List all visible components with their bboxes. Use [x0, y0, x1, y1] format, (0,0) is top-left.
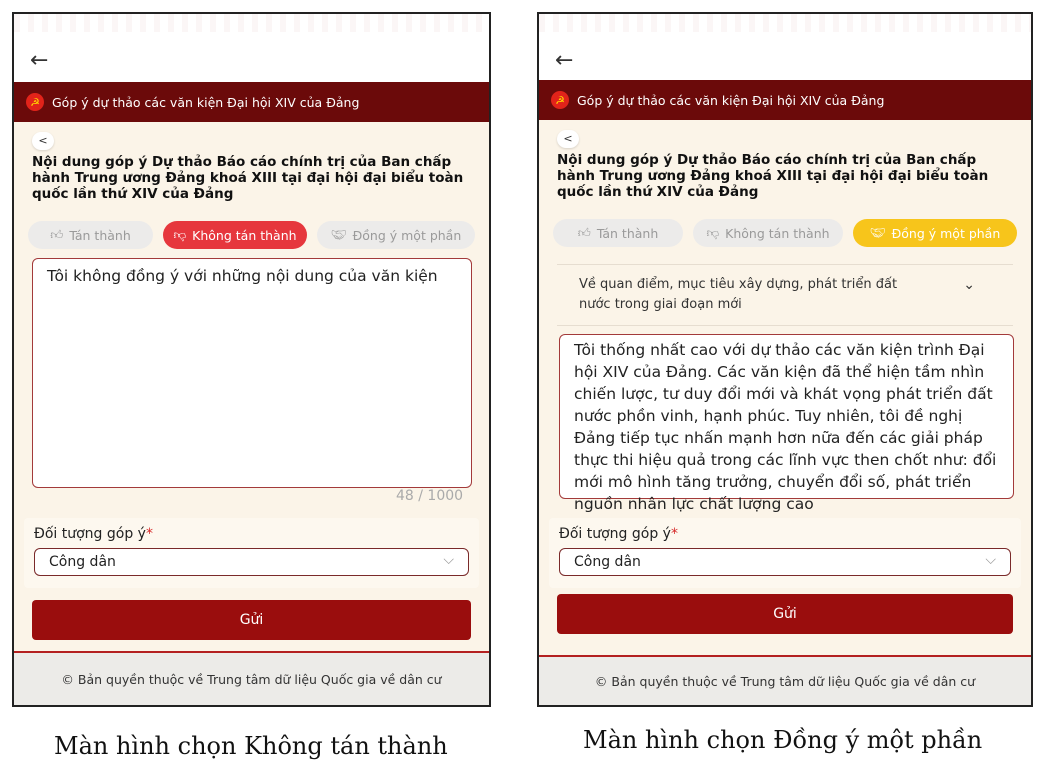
footer — [539, 655, 1031, 705]
chevron-down-icon: ⌵ — [985, 552, 996, 568]
send-button[interactable] — [32, 600, 471, 640]
footer-text: © Bản quyền thuộc về Trung tâm dữ liệu Quốc gia về dân cư — [61, 671, 442, 687]
chevron-down-icon: ⌵ — [443, 552, 454, 568]
header-title: Góp ý dự thảo các văn kiện Đại hội XIV của Đảng — [52, 94, 360, 110]
party-flag-icon: ☭ — [26, 93, 44, 111]
field-label — [559, 526, 678, 542]
section-dropdown[interactable] — [557, 264, 1013, 326]
send-label: Gửi — [239, 612, 264, 628]
required-mark: * — [670, 526, 678, 542]
section-dropdown-text: Về quan điểm, mục tiêu xây dựng, phát triển đất nước trong giai đoạn mới — [579, 277, 898, 312]
status-area — [14, 14, 489, 82]
target-select[interactable] — [34, 548, 469, 576]
target-select-value: Công dân — [574, 554, 641, 570]
partial-option[interactable] — [317, 221, 475, 249]
comment-textarea[interactable] — [32, 258, 472, 488]
status-area — [539, 14, 1031, 82]
send-label: Gửi — [773, 606, 797, 622]
small-back-button[interactable]: < — [32, 132, 54, 150]
thumbs-up-icon: 👍︎ — [50, 227, 64, 242]
comment-textarea[interactable] — [559, 334, 1014, 513]
disagree-label: Không tán thành — [725, 225, 830, 241]
disagree-option[interactable] — [163, 221, 307, 249]
document-title: Nội dung góp ý Dự thảo Báo cáo chính trị của Ban chấp hành Trung ương Đảng khoá XIII tại đại hội đại biểu toàn quốc lần thứ XIV của Đảng — [557, 152, 989, 200]
back-arrow-icon[interactable]: ← — [555, 48, 574, 73]
target-select[interactable] — [559, 548, 1011, 576]
handshake-icon: 🤝︎ — [330, 227, 347, 242]
comment-text: Tôi thống nhất cao với dự thảo các văn kiện trình Đại hội XIV của Đảng. Các văn kiện đã thể hiện tầm nhìn chiến lược, tư duy đổi mới và khát vọng phát triển đất nước phồn vinh, hạnh phúc. Tuy nhiên, tôi đề nghị Đảng tiếp tục nhấn mạnh hơn nữa đến các giải pháp thực thi hiệu quả trong các lĩnh vực then chốt như: đổi mới mô hình tăng trưởng, chuyển đổi số, phát triển nguồn nhân lực chất lượng cao — [574, 341, 997, 513]
small-back-button[interactable]: < — [557, 130, 579, 148]
chevron-down-icon: ⌄ — [963, 277, 975, 293]
partial-label: Đồng ý một phần — [891, 225, 1001, 241]
disagree-option[interactable] — [693, 219, 843, 247]
app-header — [539, 80, 1031, 120]
required-mark: * — [145, 526, 153, 542]
disagree-label: Không tán thành — [192, 227, 297, 243]
thumbs-up-icon: 👍︎ — [577, 225, 591, 240]
target-select-value: Công dân — [49, 554, 116, 570]
footer — [14, 651, 489, 705]
app-header — [14, 82, 489, 122]
opinion-options — [28, 221, 475, 249]
agree-option[interactable] — [553, 219, 683, 247]
field-label-text: Đối tượng góp ý — [559, 526, 671, 542]
partial-option[interactable] — [853, 219, 1017, 247]
phone-screen-partial — [537, 12, 1033, 707]
footer-text: © Bản quyền thuộc về Trung tâm dữ liệu Quốc gia về dân cư — [594, 673, 976, 689]
decorative-pattern — [539, 14, 1031, 32]
opinion-options — [553, 219, 1017, 247]
comment-text: Tôi không đồng ý với những nội dung của văn kiện — [47, 267, 438, 285]
agree-option[interactable] — [28, 221, 153, 249]
decorative-pattern — [14, 14, 489, 32]
target-section — [549, 518, 1021, 588]
caption-screen1: Màn hình chọn Không tán thành — [54, 732, 448, 760]
party-flag-icon: ☭ — [551, 91, 569, 109]
document-title: Nội dung góp ý Dự thảo Báo cáo chính trị của Ban chấp hành Trung ương Đảng khoá XIII tại đại hội đại biểu toàn quốc lần thứ XIV của Đảng — [32, 154, 464, 202]
field-label — [34, 526, 153, 542]
field-label-text: Đối tượng góp ý — [34, 526, 146, 542]
phone-screen-disagree — [12, 12, 491, 707]
agree-label: Tán thành — [596, 225, 659, 241]
main-content — [539, 120, 1031, 705]
thumbs-down-icon: 👎︎ — [173, 227, 187, 242]
send-button[interactable] — [557, 594, 1013, 634]
partial-label: Đồng ý một phần — [352, 227, 462, 243]
target-section — [24, 518, 479, 588]
header-title: Góp ý dự thảo các văn kiện Đại hội XIV của Đảng — [577, 92, 885, 108]
agree-label: Tán thành — [69, 227, 131, 243]
thumbs-down-icon: 👎︎ — [706, 225, 720, 240]
back-arrow-icon[interactable]: ← — [30, 48, 49, 73]
caption-screen2: Màn hình chọn Đồng ý một phần — [583, 726, 983, 754]
main-content — [14, 122, 489, 705]
character-counter: 48 / 1000 — [396, 488, 464, 504]
handshake-icon: 🤝︎ — [869, 225, 886, 240]
